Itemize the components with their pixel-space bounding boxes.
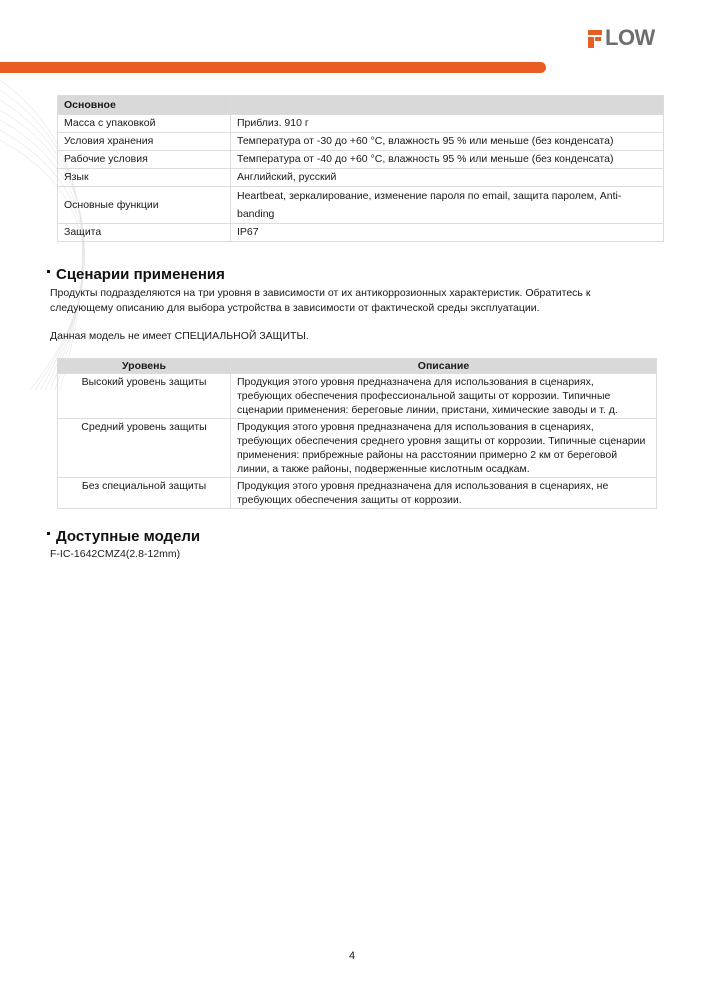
column-header-level: Уровень	[58, 359, 231, 374]
spec-value: IP67	[231, 224, 664, 242]
table-row	[58, 478, 657, 509]
header-accent-bar	[0, 62, 546, 73]
spec-value: Приблиз. 910 г	[231, 115, 664, 133]
spec-label: Защита	[58, 224, 231, 242]
protection-level-table	[57, 358, 657, 509]
description-cell: Продукция этого уровня предназначена для использования в сценариях, не требующих обеспечения защиты от коррозии.	[231, 478, 657, 509]
level-cell: Высокий уровень защиты	[58, 374, 231, 419]
section-title-text: Доступные модели	[56, 528, 201, 545]
spec-value: Английский, русский	[231, 169, 664, 187]
bullet-icon	[47, 532, 50, 535]
table-row	[58, 187, 664, 224]
table-row	[58, 169, 664, 187]
scenarios-note: Данная модель не имеет СПЕЦИАЛЬНОЙ ЗАЩИТЫ.	[50, 330, 309, 342]
logo-text: LOW	[605, 25, 655, 50]
scenarios-intro: Продукты подразделяются на три уровня в зависимости от их антикоррозионных характеристик. Обратитесь к следующему описанию для выбора устройства в зависимости от фактической среды эксплуатации.	[50, 287, 591, 314]
description-cell: Продукция этого уровня предназначена для использования в сценариях, требующих обеспечения среднего уровня защиты от коррозии. Типичные сценарии применения: прибрежные районы на расстоянии примерно 2 км от береговой линии, а также районы, подверженные кислотным осадкам.	[231, 419, 657, 478]
section-title-scenarios	[47, 266, 225, 283]
spec-label: Рабочие условия	[58, 151, 231, 169]
spec-table-header	[58, 96, 664, 115]
level-table-header	[58, 359, 657, 374]
spec-header-value	[231, 96, 664, 115]
flow-logo	[588, 26, 655, 50]
bullet-icon	[47, 270, 50, 273]
spec-header-label: Основное	[58, 96, 231, 115]
spec-value: Температура от -30 до +60 °C, влажность 95 % или меньше (без конденсата)	[231, 133, 664, 151]
table-row	[58, 115, 664, 133]
spec-label: Масса с упаковкой	[58, 115, 231, 133]
spec-label: Основные функции	[58, 187, 231, 224]
level-cell: Без специальной защиты	[58, 478, 231, 509]
table-row	[58, 374, 657, 419]
level-cell: Средний уровень защиты	[58, 419, 231, 478]
logo-mark-icon	[588, 28, 604, 48]
model-item: F-IC-1642CMZ4(2.8-12mm)	[50, 548, 181, 560]
table-row	[58, 133, 664, 151]
spec-value: Heartbeat, зеркалирование, изменение пароля по email, защита паролем, Anti-banding	[231, 187, 664, 224]
page-number: 4	[349, 950, 356, 962]
column-header-description: Описание	[231, 359, 657, 374]
section-title-text: Сценарии применения	[56, 266, 225, 283]
table-row	[58, 419, 657, 478]
section-title-models	[47, 528, 200, 545]
spec-label: Язык	[58, 169, 231, 187]
spec-table	[57, 95, 664, 242]
table-row	[58, 151, 664, 169]
spec-label: Условия хранения	[58, 133, 231, 151]
spec-value: Температура от -40 до +60 °C, влажность 95 % или меньше (без конденсата)	[231, 151, 664, 169]
table-row	[58, 224, 664, 242]
description-cell: Продукция этого уровня предназначена для использования в сценариях, требующих обеспечения профессиональной защиты от коррозии. Типичные сценарии применения: береговые линии, пристани, химические заводы и т. д.	[231, 374, 657, 419]
